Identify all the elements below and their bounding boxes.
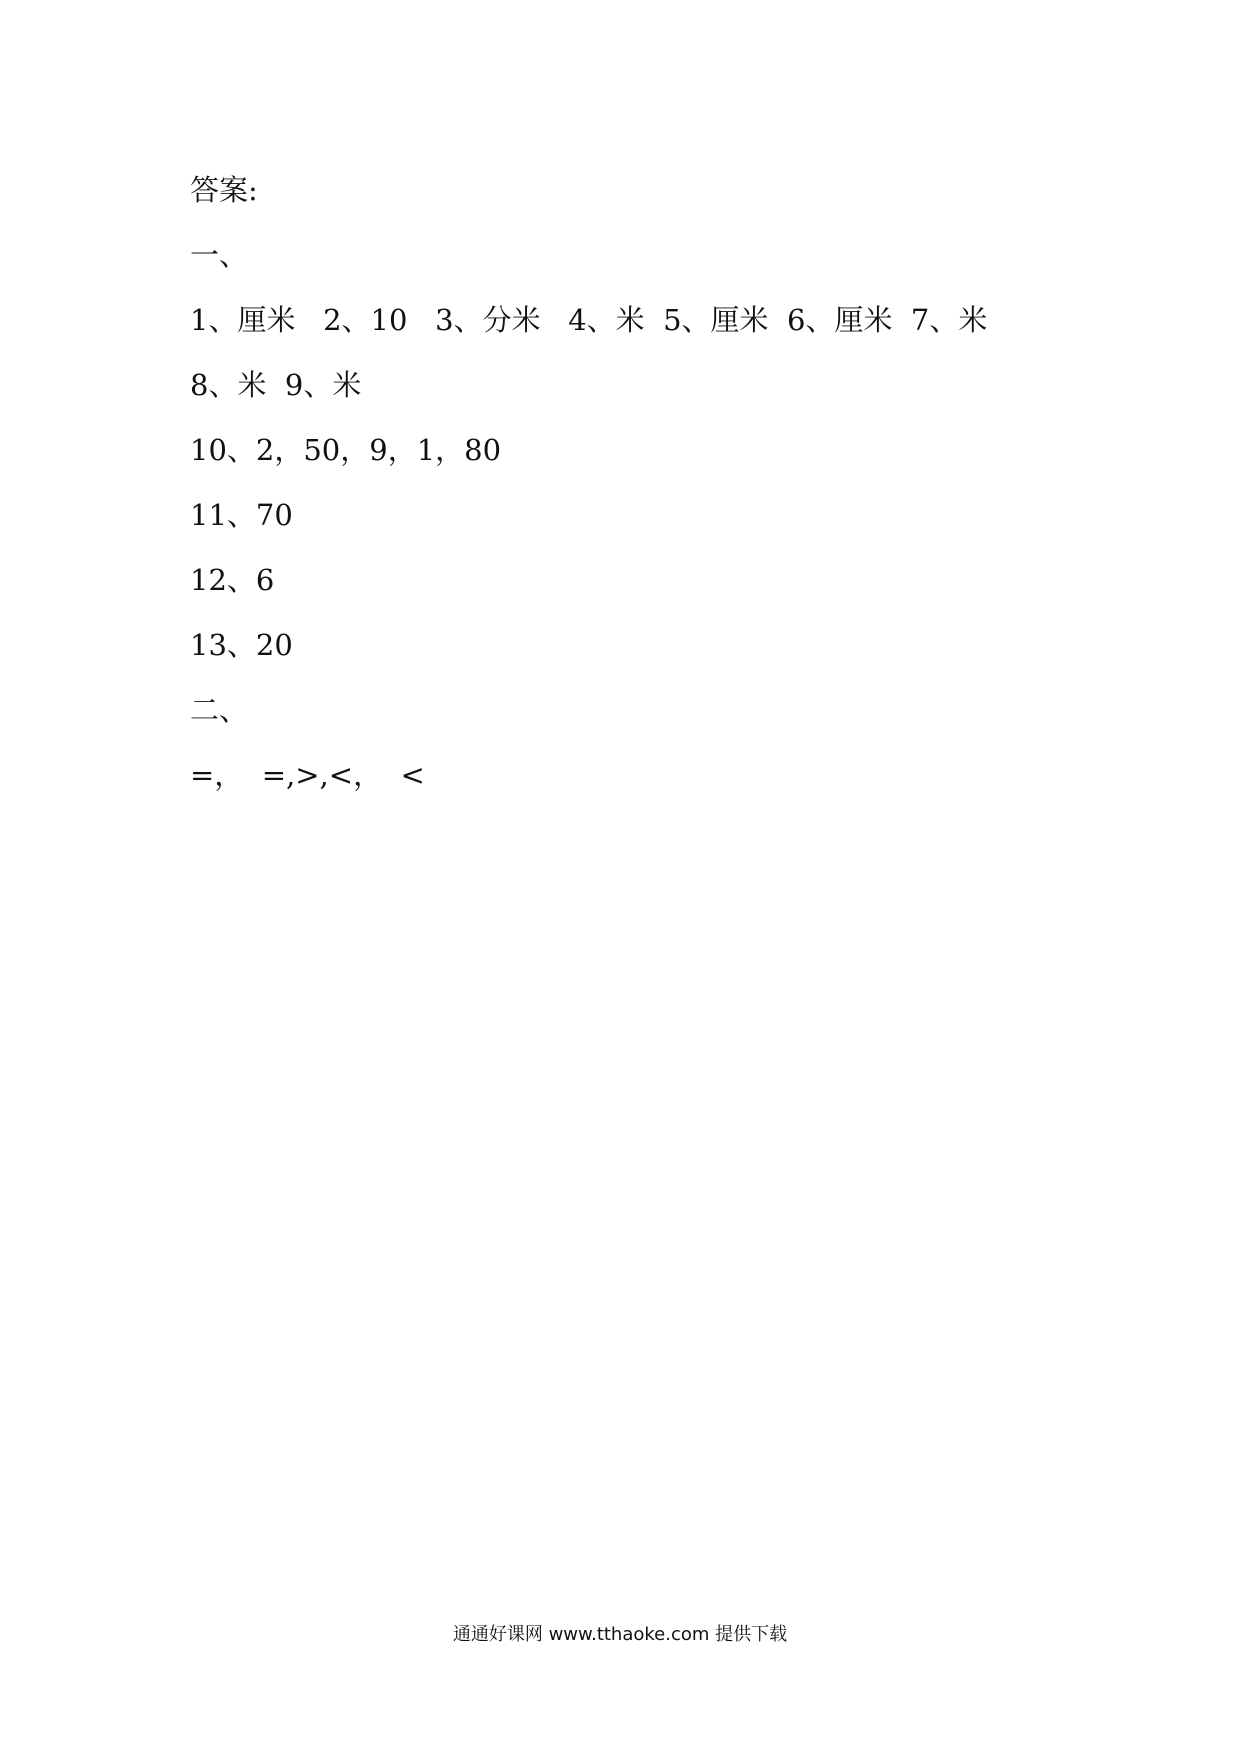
section-two-line-1: =， =,>,<， < — [190, 758, 425, 792]
section-one-line-5: 12、6 — [190, 563, 275, 597]
section-one-label: 一、 — [190, 238, 249, 272]
section-one-line-1: 1、厘米 2、10 3、分米 4、米 5、厘米 6、厘米 7、米 — [190, 303, 988, 337]
section-one-line-4: 11、70 — [190, 498, 293, 532]
section-one-line-6: 13、20 — [190, 628, 293, 662]
section-two-label: 二、 — [190, 693, 249, 727]
section-one-line-2: 8、米 9、米 — [190, 368, 362, 402]
footer-watermark: 通通好课网 www.tthaoke.com 提供下载 — [452, 1624, 788, 1645]
answer-heading: 答案: — [190, 173, 258, 207]
section-one-line-3: 10、2，50，9，1，80 — [190, 433, 502, 467]
answer-content — [190, 158, 1090, 808]
